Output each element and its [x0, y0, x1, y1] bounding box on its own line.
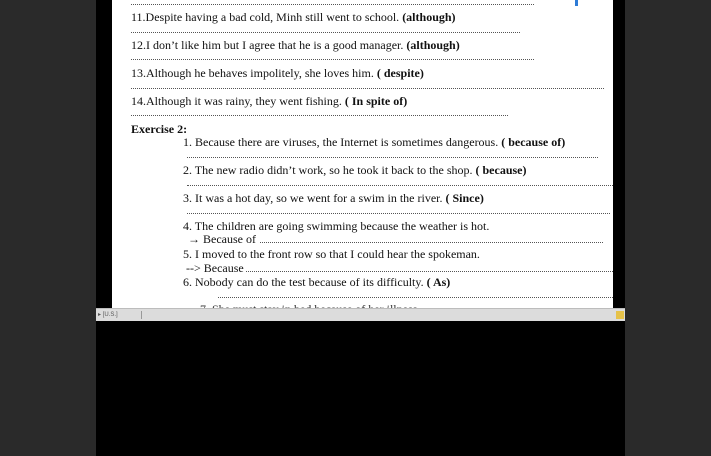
- left-backdrop: [0, 0, 96, 456]
- exercise-item-11: 11.Despite having a bad cold, Minh still went to school. (although): [131, 10, 456, 24]
- exercise-item-6: 6. Nobody can do the test because of its difficulty. ( As): [183, 275, 451, 289]
- answer-prompt-5: --> Because: [186, 261, 244, 275]
- exercise-item-12: 12.I don’t like him but I agree that he is a good manager. (although): [131, 38, 460, 52]
- exercise-2-heading: Exercise 2:: [131, 122, 188, 136]
- answer-line[interactable]: [131, 32, 520, 33]
- exercise-item-1: 1. Because there are viruses, the Internet is sometimes dangerous. ( because of): [183, 135, 566, 149]
- document-page[interactable]: [112, 0, 613, 308]
- answer-line[interactable]: [131, 4, 534, 5]
- exercise-item-3: 3. It was a hot day, so we went for a swim in the river. ( Since): [183, 191, 484, 205]
- answer-line[interactable]: [131, 115, 508, 116]
- right-backdrop: [625, 0, 711, 456]
- exercise-item-13: 13.Although he behaves impolitely, she loves him. ( despite): [131, 66, 424, 80]
- answer-line[interactable]: [218, 297, 613, 298]
- answer-line[interactable]: [187, 157, 598, 158]
- status-bar: [96, 308, 625, 321]
- exercise-item-4: 4. The children are going swimming because the weather is hot.: [183, 219, 490, 233]
- status-separator: [141, 311, 142, 319]
- exercise-item-5: 5. I moved to the front row so that I could hear the spokeman.: [183, 247, 480, 261]
- answer-prompt-4: → Because of: [188, 232, 256, 246]
- scroll-position-marker[interactable]: [575, 0, 578, 6]
- answer-line[interactable]: [131, 59, 534, 60]
- black-area: [96, 321, 625, 456]
- document-content: [112, 0, 613, 308]
- answer-line[interactable]: [260, 242, 603, 243]
- answer-line[interactable]: [187, 185, 613, 186]
- resize-grip-icon[interactable]: [616, 311, 624, 319]
- status-page-info[interactable]: ▸ [U.S.]: [98, 312, 118, 318]
- answer-line[interactable]: [187, 213, 610, 214]
- exercise-item-2: 2. The new radio didn’t work, so he took it back to the shop. ( because): [183, 163, 527, 177]
- answer-line[interactable]: [246, 271, 613, 272]
- exercise-item-14: 14.Although it was rainy, they went fishing. ( In spite of): [131, 94, 408, 108]
- answer-line[interactable]: [131, 88, 604, 89]
